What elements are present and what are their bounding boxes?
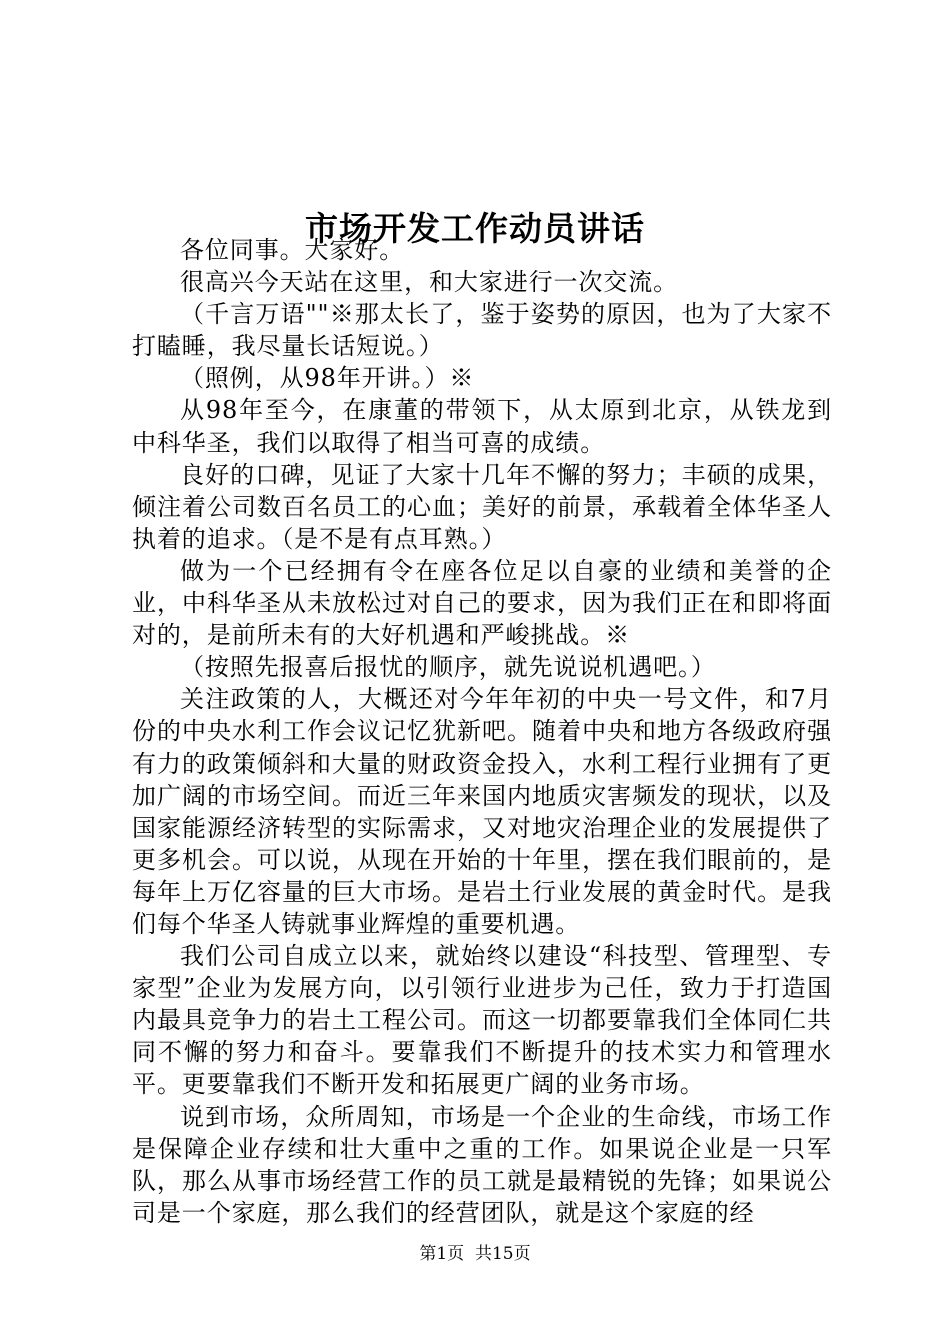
paragraph: 我们公司自成立以来，就始终以建设“科技型、管理型、专家型”企业为发展方向，以引领行业进步为己任，致力于打造国内最具竞争力的岩土工程公司。而这一切都要靠我们全体同仁共同不懈的努力和奋斗。要靠我们不断提升的技术实力和管理水平。更要靠我们不断开发和拓展更广阔的业务市场。 — [132, 942, 832, 1099]
paragraph: （千言万语""※那太长了，鉴于姿势的原因，也为了大家不打瞌睡，我尽量长话短说。） — [132, 300, 832, 361]
paragraph: （按照先报喜后报忧的顺序，就先说说机遇吧。） — [180, 653, 716, 682]
paragraph: 关注政策的人，大概还对今年年初的中央一号文件，和7月份的中央水利工作会议记忆犹新吧。随着中央和地方各级政府强有力的政策倾斜和大量的财政资金投入，水利工程行业拥有了更加广阔的市场空间。而近三年来国内地质灾害频发的现状，以及国家能源经济转型的实际需求，又对地灾治理企业的发展提供了更多机会。可以说，从现在开始的十年里，摆在我们眼前的，是每年上万亿容量的巨大市场。是岩土行业发展的黄金时代。是我们每个华圣人铸就事业辉煌的重要机遇。 — [132, 685, 832, 938]
paragraph: 良好的口碑，见证了大家十几年不懈的努力；丰硕的成果，倾注着公司数百名员工的心血；美好的前景，承载着全体华圣人执着的追求。（是不是有点耳熟。） — [132, 460, 832, 553]
paragraph: 很高兴今天站在这里，和大家进行一次交流。 — [180, 268, 678, 297]
paragraph: 做为一个已经拥有令在座各位足以自豪的业绩和美誉的企业，中科华圣从未放松过对自己的要求，因为我们正在和即将面对的，是前所未有的大好机遇和严峻挑战。※ — [132, 556, 832, 650]
paragraph: 各位同事。大家好。 — [180, 236, 405, 264]
paragraph: 从98年至今，在康董的带领下，从太原到北京，从铁龙到中科华圣，我们以取得了相当可喜的成绩。 — [132, 396, 832, 457]
paragraph: 说到市场，众所周知，市场是一个企业的生命线，市场工作是保障企业存续和壮大重中之重的工作。如果说企业是一只军队，那么从事市场经营工作的员工就是最精锐的先锋；如果说公司是一个家庭，那么我们的经营团队，就是这个家庭的经 — [132, 1102, 832, 1227]
page-footer — [0, 1243, 950, 1265]
document-body — [132, 234, 832, 1229]
paragraph: （照例，从98年开讲。）※ — [180, 364, 475, 393]
document-title: 市场开发工作动员讲话 — [305, 209, 645, 249]
page-number: 第1页 共15页 — [419, 1244, 531, 1264]
